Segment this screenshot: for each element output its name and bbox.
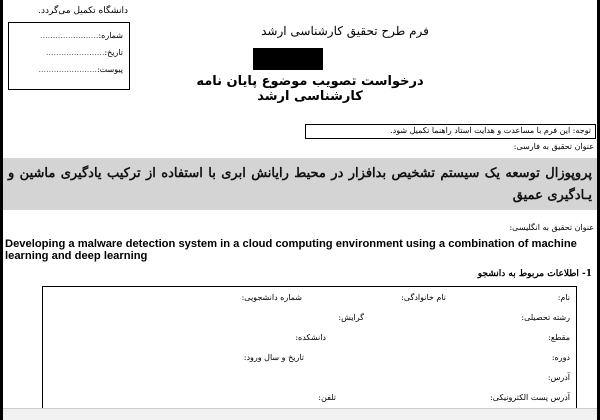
entry-date-label: تاریخ و سال ورود:: [243, 353, 304, 362]
persian-title: پروپوزال توسعه یک سیستم تشخیص بدافزار در محیط رایانش ابری با استفاده از ترکیب یادگیری ماشین و یـادگیری عمیق: [8, 166, 592, 203]
reference-box: [8, 22, 130, 90]
ref-number-line: [15, 29, 123, 46]
ref-number-dots: .......................: [39, 31, 99, 40]
viewer-bottom-strip: [3, 408, 597, 420]
english-title-label: عنوان تحقیق به انگلیسی:: [509, 223, 594, 232]
university-note: دانشگاه تکمیل می‌گردد.: [38, 6, 128, 16]
student-info-row: [43, 353, 576, 369]
student-info-row: [43, 333, 576, 349]
student-info-row: [43, 313, 576, 329]
english-title: Developing a malware detection system in a cloud computing environment using a combination of machine learning and deep learning: [5, 238, 577, 262]
last-name-label: نام خانوادگی:: [401, 293, 446, 302]
ref-attachment-dots: .......................: [38, 65, 97, 74]
form-title: فرم طرح تحقیق کارشناسی ارشد: [261, 24, 429, 38]
degree-level-label: مقطع:: [548, 333, 570, 342]
term-label: دوره:: [551, 353, 570, 362]
ref-date-line: [15, 46, 123, 63]
first-name-label: نام:: [557, 293, 570, 302]
address-label: آدرس:: [547, 373, 570, 382]
instruction-note: توجه: این فرم با مساعدت و هدایت استاد راهنما تکمیل شود.: [305, 124, 596, 139]
ref-number-label: شماره:: [98, 31, 123, 40]
ref-attachment-line: [15, 63, 123, 80]
main-title: درخواست تصویب موضوع پایان نامه کارشناسی ارشد: [196, 74, 424, 104]
student-id-label: شماره دانشجویی:: [241, 293, 302, 302]
specialization-label: گرایش:: [338, 313, 364, 322]
ref-date-dots: .......................: [45, 48, 105, 57]
student-info-row: [43, 373, 576, 389]
page-border-left: [0, 0, 3, 420]
email-label: آدرس پست الکترونیکی:: [490, 393, 570, 402]
persian-title-label: عنوان تحقیق به فارسی:: [513, 142, 594, 151]
redaction-block: [253, 48, 323, 70]
phone-label: تلفن:: [318, 393, 336, 402]
ref-attachment-label: پیوست:: [96, 65, 123, 74]
major-label: رشته تحصیلی:: [521, 313, 570, 322]
student-section-heading: 1- اطلاعات مربوط به دانشجو: [477, 269, 592, 279]
faculty-label: دانشکده:: [295, 333, 326, 342]
student-info-table: [42, 286, 577, 416]
student-info-row: [43, 393, 576, 409]
student-info-row: [43, 293, 576, 309]
ref-date-label: تاریخ:: [104, 48, 123, 57]
